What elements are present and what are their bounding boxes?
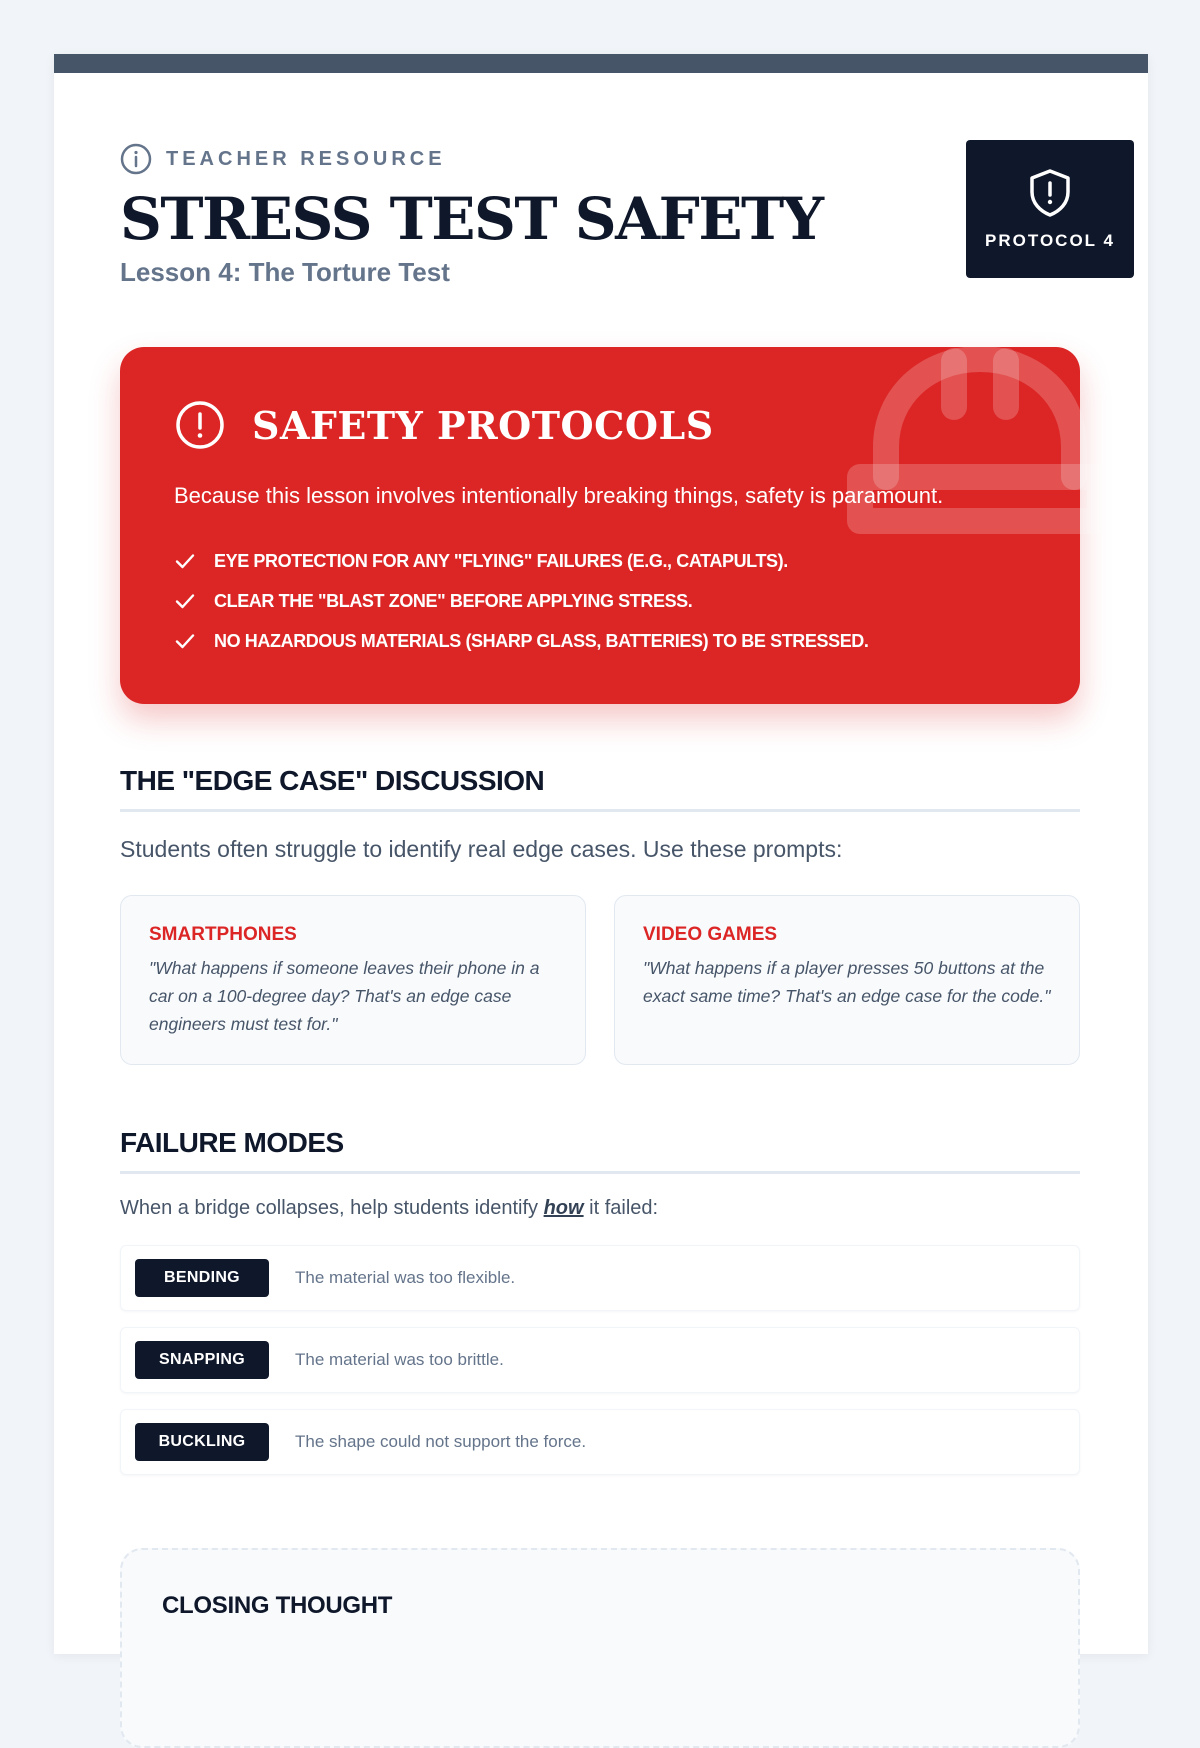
failure-mode-desc: The material was too brittle. [295,1350,504,1369]
document-sheet [54,54,1148,1654]
failure-mode-row [120,1409,1080,1475]
prompt-card-video-games [614,895,1080,1065]
safety-list [174,541,869,661]
check-icon [174,630,196,652]
hard-hat-icon [840,337,1120,557]
failure-mode-tag: SNAPPING [135,1341,269,1379]
shield-alert-icon [1026,167,1074,219]
closing-thought-card [120,1548,1080,1748]
failure-mode-row [120,1327,1080,1393]
failure-mode-row [120,1245,1080,1311]
safety-item [174,581,869,621]
safety-item [174,621,869,661]
closing-title: CLOSING THOUGHT [162,1592,393,1619]
intro-emphasis: how [543,1197,584,1219]
edge-case-intro: Students often struggle to identify real edge cases. Use these prompts: [120,836,843,862]
info-icon [120,143,152,175]
safety-title: SAFETY PROTOCOLS [252,402,714,448]
failure-modes-intro [120,1197,658,1220]
protocol-badge-label: PROTOCOL 4 [985,231,1115,250]
prompt-title: SMARTPHONES [149,924,297,945]
prompt-card-smartphones [120,895,586,1065]
intro-text: it failed: [583,1197,659,1219]
safety-item-text: EYE PROTECTION FOR ANY "FLYING" FAILURES (E.G., CATAPULTS). [214,550,788,571]
failure-mode-desc: The material was too flexible. [295,1268,516,1287]
prompt-text: "What happens if someone leaves their phone in a car on a 100-degree day? That's an edge case engineers must test for." [149,958,540,1034]
prompt-text: "What happens if a player presses 50 buttons at the exact same time? That's an edge case for the code." [643,958,1051,1006]
safety-item-text: CLEAR THE "BLAST ZONE" BEFORE APPLYING STRESS. [214,590,693,611]
safety-item-text: NO HAZARDOUS MATERIALS (SHARP GLASS, BATTERIES) TO BE STRESSED. [214,630,869,651]
safety-lead: Because this lesson involves intentionally breaking things, safety is paramount. [174,483,944,508]
failure-mode-desc: The shape could not support the force. [295,1432,587,1451]
eyebrow-label: TEACHER RESOURCE [166,147,446,170]
edge-case-heading: THE "EDGE CASE" DISCUSSION [120,765,1080,812]
protocol-badge [966,140,1134,278]
alert-circle-icon [174,399,226,451]
intro-text: When a bridge collapses, help students identify [120,1197,544,1219]
page-title: STRESS TEST SAFETY [120,185,823,253]
prompt-title: VIDEO GAMES [643,924,778,945]
safety-header [174,399,714,451]
failure-modes-heading: FAILURE MODES [120,1127,1080,1174]
eyebrow [120,143,446,175]
safety-item [174,541,869,581]
safety-protocols-card [120,347,1080,704]
check-icon [174,550,196,572]
check-icon [174,590,196,612]
page-subtitle: Lesson 4: The Torture Test [120,257,450,287]
failure-mode-tag: BENDING [135,1259,269,1297]
failure-mode-tag: BUCKLING [135,1423,269,1461]
